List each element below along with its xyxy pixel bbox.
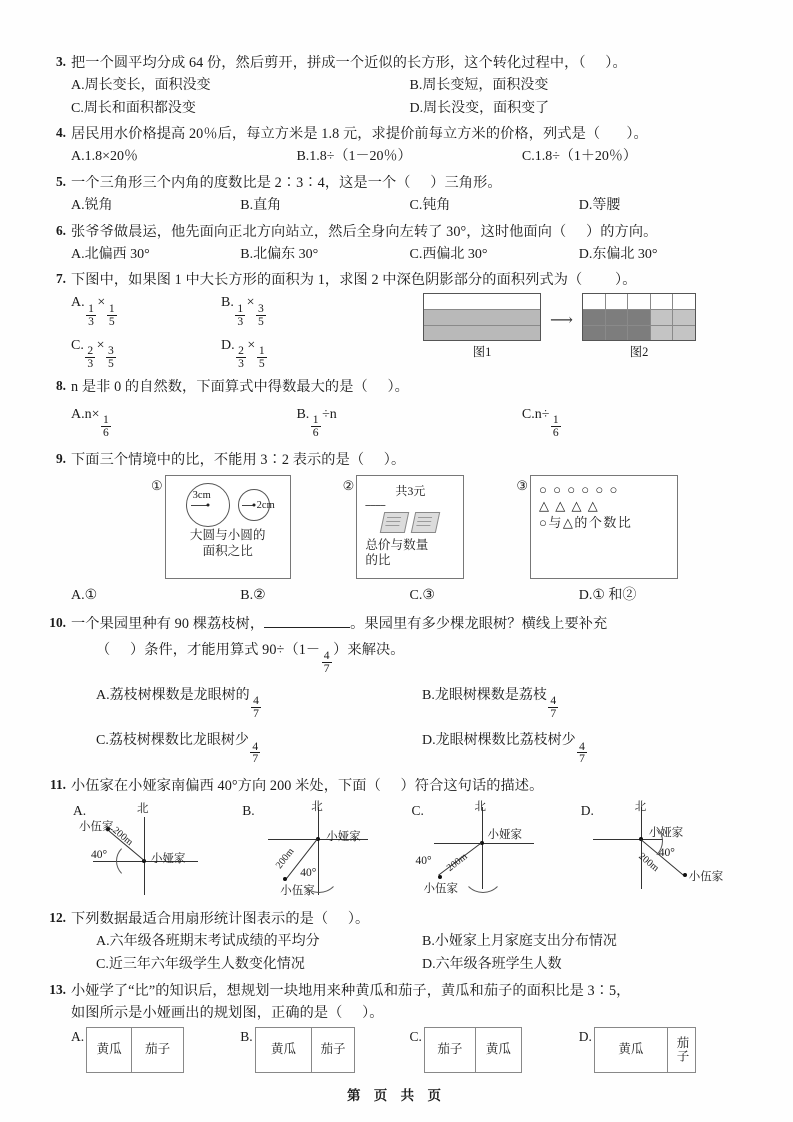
- option-d[interactable]: D.东偏北 30°: [578, 246, 658, 262]
- figure-2: [582, 293, 696, 362]
- distance-label: 200m: [444, 851, 470, 875]
- north-label: 北: [634, 801, 647, 814]
- option-a[interactable]: A.①: [71, 588, 98, 603]
- question-number: 11.: [50, 777, 66, 793]
- question-stem: 居民用水价格提高 20％后，每立方米是 1.8 元，求提价前每立方米的价格，列式是（ ）。: [71, 126, 648, 143]
- question-number: 12.: [49, 910, 66, 926]
- compass-option-a[interactable]: [71, 799, 240, 904]
- north-label: 北: [474, 801, 486, 814]
- options: [71, 730, 748, 765]
- arrow-icon: ⟶: [550, 311, 573, 329]
- question-number: 10.: [49, 614, 66, 630]
- question-3: [46, 52, 748, 119]
- big-circle-icon: [186, 483, 230, 527]
- options: [71, 685, 748, 720]
- option-label: A.: [71, 1028, 85, 1044]
- option-c[interactable]: C.n÷ $\frac{1}{6}$: [521, 406, 559, 440]
- options: [71, 98, 748, 120]
- option-a[interactable]: A.1.8×20％: [71, 149, 139, 165]
- angle-label: 40°: [300, 867, 317, 880]
- option-d[interactable]: D. $\frac{2}{3}$ × $\frac{1}{5}$: [221, 337, 265, 370]
- plot-left: 黄瓜: [595, 1028, 668, 1072]
- scenario-3: [516, 475, 678, 579]
- angle-label: 40°: [91, 849, 108, 862]
- option-d[interactable]: D.① 和②: [578, 588, 637, 603]
- question-8: [46, 376, 748, 439]
- angle-label: 40°: [658, 847, 675, 860]
- total-price-label: 共3元: [395, 484, 426, 498]
- figure1-caption: 图1: [472, 345, 492, 360]
- q13-plots: [71, 1027, 748, 1073]
- options: [71, 244, 748, 266]
- question-stem: 下列数据最适合用扇形统计图表示的是（ ）。: [71, 911, 370, 928]
- option-a[interactable]: A.锐角: [71, 198, 113, 214]
- scenario-caption: 总价与数量 的比: [365, 537, 429, 568]
- scenario-marker: ③: [516, 478, 528, 493]
- figure1-row: [424, 294, 540, 310]
- plot-option-a[interactable]: [71, 1027, 240, 1073]
- option-c[interactable]: C. $\frac{2}{3}$ × $\frac{3}{5}$: [71, 337, 114, 370]
- question-4: [46, 123, 748, 168]
- option-c[interactable]: C.③: [409, 588, 435, 603]
- options: [71, 954, 748, 976]
- options: [71, 75, 748, 97]
- plot-right: 黄瓜: [485, 1041, 511, 1056]
- option-label: B.: [242, 803, 255, 819]
- option-c[interactable]: C.近三年六年级学生人数变化情况: [96, 956, 305, 972]
- question-13: [46, 980, 748, 1073]
- option-label: B.: [240, 1028, 253, 1044]
- option-a[interactable]: A.n× $\frac{1}{6}$: [71, 406, 109, 440]
- question-9: [46, 449, 748, 607]
- triangles-row: △ △ △ △: [538, 498, 600, 514]
- other-home-label: 小伍家: [280, 885, 315, 898]
- north-label: 北: [311, 801, 323, 814]
- distance-label: 200m: [636, 851, 661, 875]
- compass-option-c[interactable]: [410, 799, 579, 904]
- scenario-2: [343, 475, 465, 579]
- question-stem: 一个三角形三个内角的度数比是 2∶3∶4，这是一个（ ）三角形。: [71, 175, 502, 192]
- options: [71, 292, 371, 327]
- small-circle-label: 2cm: [256, 500, 275, 511]
- option-label: A.: [73, 803, 87, 819]
- plot-right: 茄子: [320, 1041, 346, 1056]
- scenario-marker: ②: [342, 478, 355, 493]
- question-stem: 张爷爷做晨运，他先面向正北方向站立，然后全身向左转了 30°，这时他面向（ ）的方向。: [71, 223, 658, 240]
- distance-label: 200m: [274, 846, 297, 872]
- question-number: 6.: [55, 222, 66, 238]
- home-label: 小娅家: [326, 831, 361, 844]
- north-label: 北: [137, 803, 149, 816]
- option-d[interactable]: D.周长没变，面积变了: [409, 100, 550, 116]
- option-a[interactable]: A.周长变长，面积没变: [71, 78, 211, 93]
- scenario-caption: 大圆与小圆的 面积之比: [189, 528, 266, 558]
- option-b[interactable]: B.②: [240, 588, 266, 603]
- big-circle-label: 3cm: [192, 490, 211, 501]
- options: [71, 335, 371, 370]
- option-d[interactable]: D.六年级各班学生人数: [422, 956, 562, 972]
- question-stem: n 是非 0 的自然数，下面算式中得数最大的是（ ）。: [71, 378, 409, 395]
- option-d[interactable]: D.龙眼树棵数比荔枝树少 $\frac{4}{7}$: [422, 733, 585, 766]
- option-label: C.: [409, 1028, 422, 1044]
- option-b[interactable]: B.北偏东 30°: [240, 246, 319, 262]
- question-stem-cont: （ ）条件，才能用算式 90÷（1－ $\frac{4}{7}$ ）来解决。: [96, 641, 405, 676]
- option-b[interactable]: B.周长变短，面积没变: [409, 78, 549, 93]
- other-home-label: 小伍家: [688, 871, 724, 884]
- other-home-label: 小伍家: [423, 883, 458, 896]
- plot-option-c[interactable]: [410, 1027, 579, 1073]
- question-stem: 一个果园里种有 90 棵荔枝树， 。果园里有多少棵龙眼树？横线上要补充: [71, 615, 608, 632]
- home-label: 小娅家: [151, 853, 186, 866]
- question-stem: 下面三个情境中的比，不能用 3∶2 表示的是（ ）。: [71, 452, 406, 468]
- question-number: 3.: [55, 54, 66, 69]
- notebooks-icon: [365, 512, 455, 533]
- question-12: [46, 908, 748, 975]
- question-number: 5.: [55, 174, 66, 190]
- question-stem: 小伍家在小娅家南偏西 40°方向 200 米处，下面（ ）符合这句话的描述。: [71, 778, 544, 795]
- options: [71, 195, 748, 217]
- question-stem-cont: 如图所示是小娅画出的规划图，正确的是（ ）。: [71, 1004, 384, 1021]
- options: [71, 146, 748, 168]
- options: [71, 585, 748, 607]
- q7-figures: [371, 293, 748, 362]
- option-c[interactable]: C.钝角: [409, 198, 451, 214]
- question-stem: 小娅学了“比”的知识后，想规划一块地用来种黄瓜和茄子，黄瓜和茄子的面积比是 3∶5，: [71, 982, 631, 999]
- circles-row: ○ ○ ○ ○ ○ ○: [538, 482, 619, 497]
- circle-pair: [174, 482, 282, 528]
- option-b[interactable]: B. $\frac{1}{3}$ × $\frac{3}{5}$: [221, 295, 264, 328]
- option-b[interactable]: B.小娅家上月家庭支出分布情况: [422, 934, 617, 950]
- option-a[interactable]: A.荔枝树棵数是龙眼树的 $\frac{4}{7}$: [96, 687, 259, 721]
- option-c[interactable]: C.1.8÷（1＋20％）: [521, 149, 637, 165]
- scenario-caption: ○与△的个数比: [538, 514, 633, 530]
- figure-1: [423, 293, 541, 362]
- home-label: 小娅家: [648, 827, 684, 840]
- option-b[interactable]: B.1.8÷（1－20％）: [296, 149, 412, 165]
- fill-blank[interactable]: [264, 627, 350, 628]
- plot-right: 茄子: [674, 1036, 689, 1064]
- option-a[interactable]: A.六年级各班期末考试成绩的平均分: [96, 934, 320, 950]
- question-stem: 把一个圆平均分成 64 份，然后剪开，拼成一个近似的长方形，这个转化过程中，（ ）。: [71, 55, 627, 71]
- page-footer: 第 页 共 页: [346, 1088, 447, 1103]
- option-a[interactable]: A. $\frac{1}{3}$ × $\frac{1}{5}$: [71, 295, 115, 328]
- figure2-caption: 图2: [629, 345, 649, 360]
- option-a[interactable]: A.北偏西 30°: [71, 246, 150, 262]
- plot-left: 黄瓜: [87, 1028, 132, 1072]
- question-number: 8.: [55, 377, 66, 393]
- options: [71, 404, 748, 439]
- question-number: 7.: [55, 271, 66, 287]
- option-label: D.: [580, 803, 594, 819]
- question-5: [46, 172, 748, 217]
- option-c[interactable]: C.周长和面积都没变: [71, 100, 196, 116]
- small-circle-icon: [238, 489, 275, 521]
- q9-scenarios: [81, 475, 748, 579]
- other-home-label: 小伍家: [79, 821, 114, 834]
- angle-label: 40°: [415, 855, 432, 868]
- figure1-row-shaded: [424, 310, 540, 326]
- question-11: [46, 775, 748, 904]
- scenario-marker: ①: [151, 478, 163, 493]
- option-c[interactable]: C.荔枝树棵数比龙眼树少 $\frac{4}{7}$: [96, 733, 259, 766]
- plot-option-d[interactable]: [579, 1027, 748, 1073]
- figure1-row-shaded: [424, 326, 540, 341]
- question-6: [46, 221, 748, 266]
- option-b[interactable]: B.直角: [240, 198, 282, 214]
- question-7: [46, 269, 748, 369]
- question-number: 13.: [49, 981, 66, 997]
- question-list: [46, 52, 748, 1077]
- plot-left: 茄子: [425, 1028, 476, 1072]
- plot-right: 茄子: [145, 1041, 171, 1056]
- brace-icon: ⎯⎯⎯⎯: [365, 499, 386, 511]
- home-label: 小娅家: [487, 829, 522, 842]
- compass-option-d[interactable]: [579, 799, 748, 904]
- option-label: D.: [578, 1028, 592, 1044]
- option-b[interactable]: B.龙眼树棵数是荔枝 $\frac{4}{7}$: [422, 687, 557, 721]
- option-c[interactable]: C.西偏北 30°: [409, 246, 488, 262]
- options: [71, 931, 748, 953]
- question-10: [46, 613, 748, 766]
- plot-option-b[interactable]: [240, 1027, 409, 1073]
- plot-left: 黄瓜: [256, 1028, 313, 1072]
- option-b[interactable]: B. $\frac{1}{6}$ ÷n: [296, 406, 337, 440]
- question-stem: 下图中，如果图 1 中大长方形的面积为 1，求图 2 中深色阴影部分的面积列式为（ ）。: [71, 272, 637, 289]
- option-d[interactable]: D.等腰: [578, 198, 621, 214]
- option-label: C.: [411, 803, 424, 819]
- q11-diagrams: [71, 799, 748, 904]
- question-number: 4.: [55, 125, 66, 141]
- question-number: 9.: [55, 451, 66, 466]
- compass-option-b[interactable]: [240, 799, 409, 904]
- distance-label: 200m: [110, 825, 135, 849]
- scenario-1: [151, 475, 291, 579]
